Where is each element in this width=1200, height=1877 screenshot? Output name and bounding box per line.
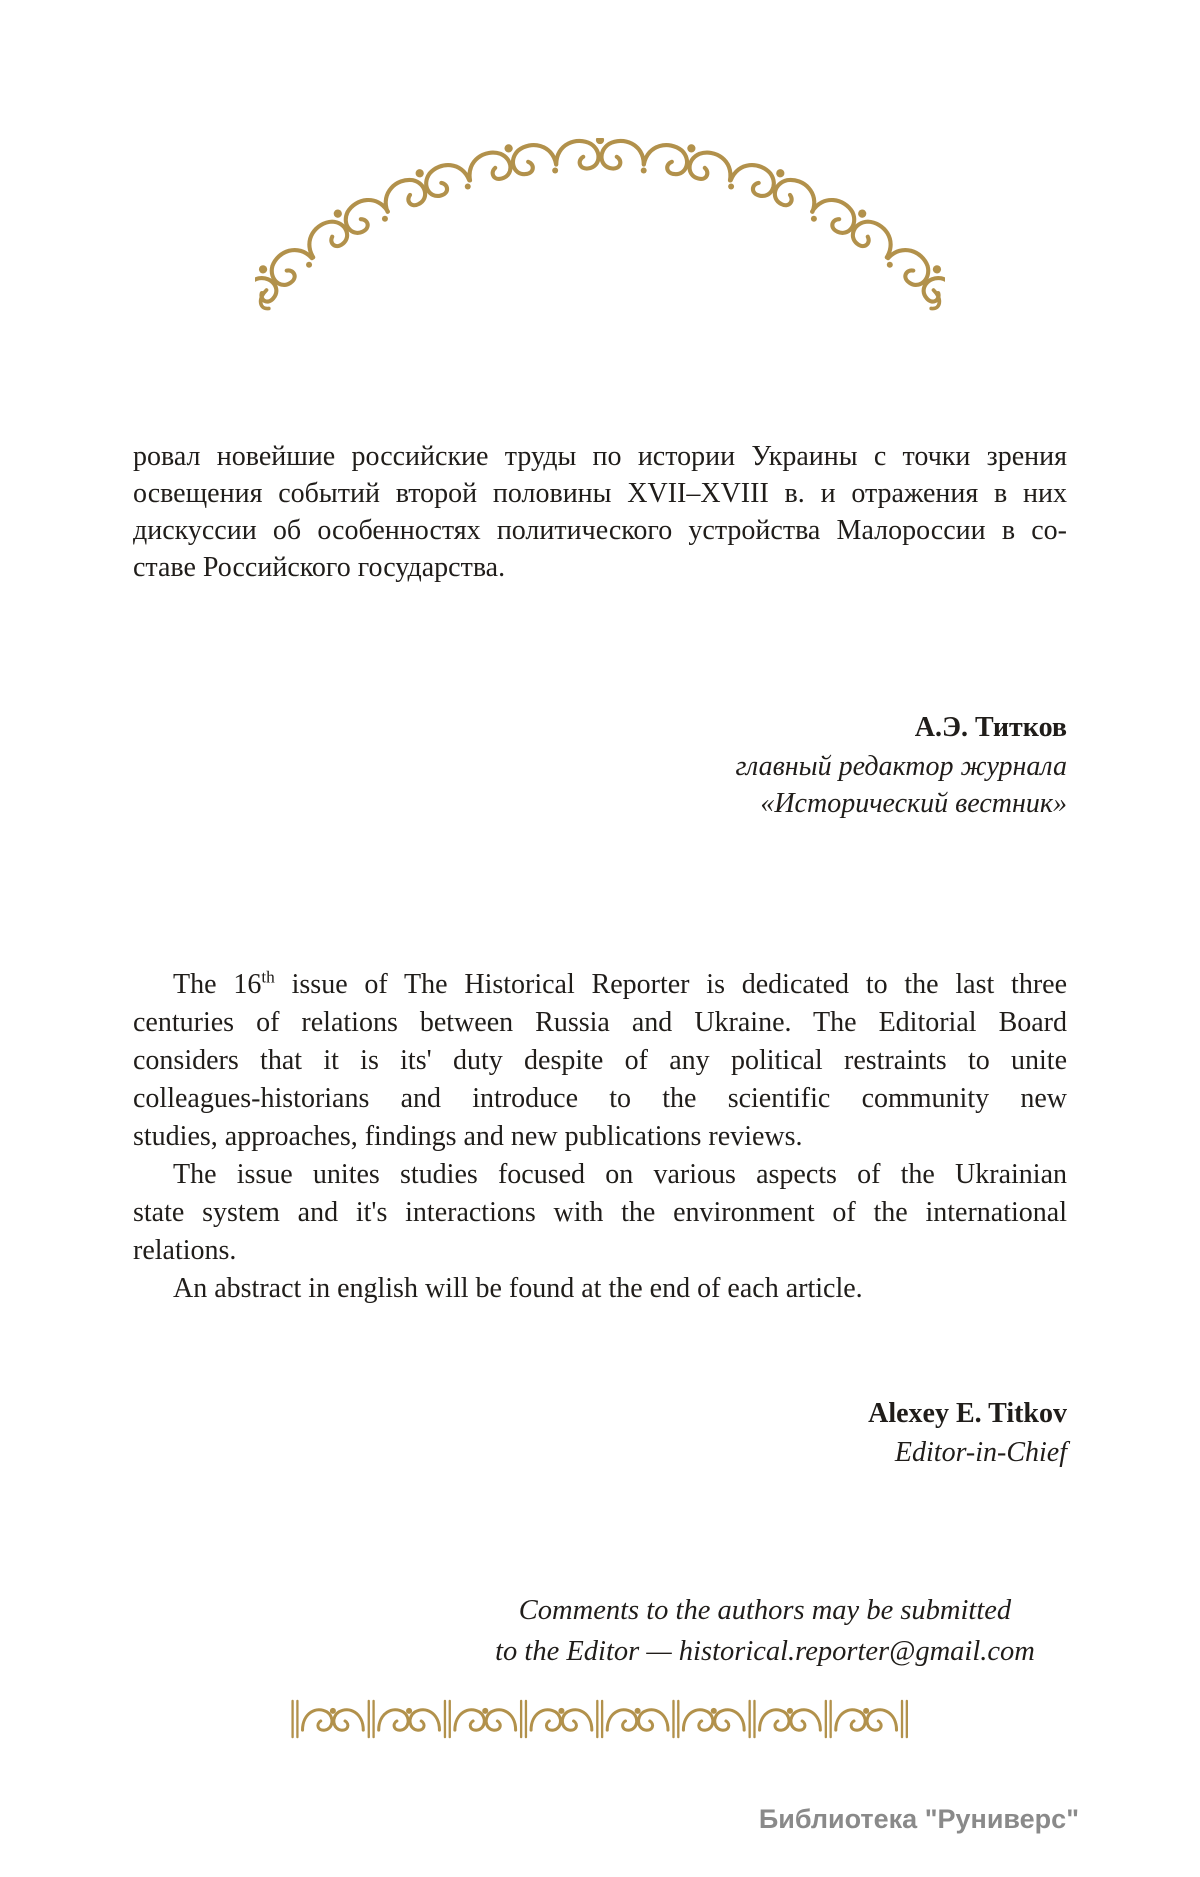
issue-number-text: The 16 [173, 969, 262, 1000]
russian-editor-signature [735, 708, 1067, 822]
russian-paragraph [133, 438, 1067, 586]
editor-name-ru: А.Э. Титков [914, 712, 1067, 743]
english-line: studies, approaches, findings and new publications reviews. [133, 1121, 803, 1152]
english-editor-signature [868, 1394, 1067, 1471]
ordinal-superscript: th [261, 967, 275, 987]
russian-line: дискуссии об особенностях политического устройства Малороссии в со- [133, 515, 1067, 546]
english-line: relations. [133, 1235, 237, 1266]
english-line: An abstract in english will be found at the end of each article. [173, 1273, 863, 1304]
bottom-band-ornament-icon [290, 1692, 910, 1746]
editor-role-ru-line1: главный редактор журнала [735, 751, 1067, 782]
russian-line: освещения событий второй половины XVII–XVIII в. и отражения в них [133, 478, 1067, 509]
english-line: centuries of relations between Russia and Ukraine. The Editorial Board [133, 1007, 1067, 1038]
english-editorial-note [133, 966, 1067, 1308]
russian-line: ровал новейшие российские труды по истории Украины с точки зрения [133, 441, 1067, 472]
contact-note-line2: to the Editor — historical.reporter@gmail.com [495, 1636, 1035, 1667]
english-line: state system and it's interactions with the environment of the international [133, 1197, 1067, 1228]
contact-note-line1: Comments to the authors may be submitted [518, 1595, 1012, 1626]
issue-line-rest: issue of The Historical Reporter is dedicated to the last three [274, 969, 1067, 1000]
library-watermark: Библиотека "Руниверс" [758, 1804, 1079, 1834]
russian-line: ставе Российского государства. [133, 552, 506, 583]
english-line: considers that it is its' duty despite of any political restraints to unite [133, 1045, 1067, 1076]
editor-role-ru-line2: «Исторический вестник» [760, 788, 1067, 819]
editor-role-en: Editor-in-Chief [894, 1437, 1067, 1468]
editor-name-en: Alexey E. Titkov [868, 1398, 1067, 1429]
english-line [133, 966, 1067, 1004]
english-line: colleagues-historians and introduce to the scientific community new [133, 1083, 1067, 1114]
english-line: The issue unites studies focused on various aspects of the Ukrainian [173, 1159, 1067, 1190]
top-arc-ornament-icon [255, 138, 945, 311]
contact-note [455, 1590, 1075, 1672]
